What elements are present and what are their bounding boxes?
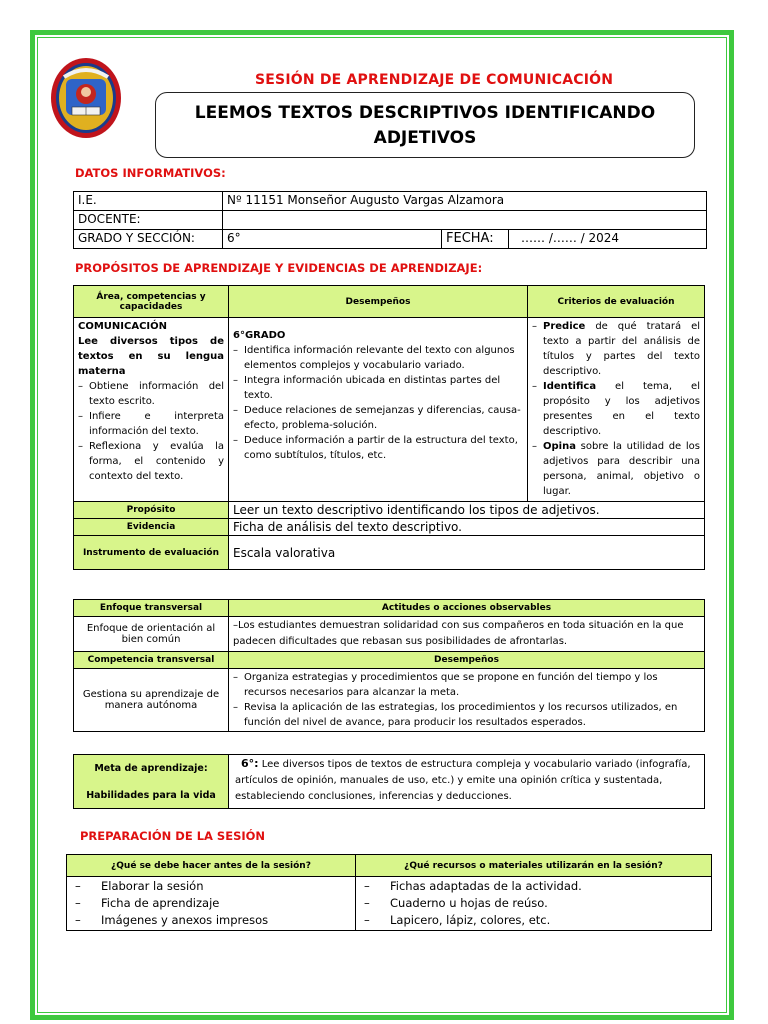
antes-header: ¿Qué se debe hacer antes de la sesión? — [67, 855, 356, 877]
evidencia-label: Evidencia — [74, 519, 229, 536]
school-crest-logo — [50, 57, 122, 139]
competencia-transversal-header: Competencia transversal — [74, 652, 229, 669]
criterio-verb: Predice — [543, 321, 586, 332]
col-desempenos-header: Desempeños — [229, 286, 528, 318]
actitudes-header: Actitudes o acciones observables — [229, 600, 705, 617]
criterio-verb: Opina — [543, 441, 576, 452]
grado-label-cell: 6°GRADO — [233, 330, 286, 341]
antes-cell — [67, 877, 356, 931]
antes-item: – Ficha de aprendizaje — [75, 896, 220, 910]
capacidades-list — [78, 379, 224, 484]
lesson-title-line2: ADJETIVOS — [373, 128, 477, 148]
col-criterios-header: Criterios de evaluación — [528, 286, 705, 318]
grado-value: 6° — [223, 230, 442, 249]
recurso-item: – Fichas adaptadas de la actividad. — [364, 879, 582, 893]
instrumento-value: Escala valorativa — [229, 536, 705, 570]
propositos-table — [73, 285, 705, 570]
criterios-list — [532, 319, 700, 499]
propositos-heading: PROPÓSITOS DE APRENDIZAJE Y EVIDENCIAS DE APRENDIZAJE: — [75, 261, 483, 275]
instrumento-label: Instrumento de evaluación — [74, 536, 229, 570]
desempeno-item: – Deduce información a partir de la estructura del texto, como subtítulos, títulos, etc. — [233, 433, 523, 463]
criterio-item — [532, 319, 700, 379]
desempenos-transversal-header: Desempeños — [229, 652, 705, 669]
area-name: COMUNICACIÓN — [78, 321, 168, 332]
meta-labels — [74, 755, 229, 809]
meta-label: Meta de aprendizaje: — [94, 762, 208, 774]
criterios-cell — [528, 318, 705, 502]
competencia-transversal-name: Gestiona su aprendizaje de manera autónoma — [74, 669, 229, 732]
proposito-label: Propósito — [74, 502, 229, 519]
meta-table — [73, 754, 705, 809]
desempenos-cell — [229, 318, 528, 502]
capacidad-item: – Reflexiona y evalúa la forma, el contenido y contexto del texto. — [78, 439, 224, 484]
recursos-cell — [356, 877, 712, 931]
datos-table — [73, 191, 707, 249]
desempeno-transversal-item: – Revisa la aplicación de las estrategias, los procedimientos y los recursos utilizados, en función del nivel de avance, para producir los resultados esperados. — [233, 700, 700, 730]
enfoque-name: Enfoque de orientación al bien común — [74, 617, 229, 652]
capacidad-item: – Infiere e interpreta información del texto. — [78, 409, 224, 439]
recursos-header: ¿Qué recursos o materiales utilizarán en la sesión? — [356, 855, 712, 877]
docente-label: DOCENTE: — [74, 211, 223, 230]
recurso-item: – Cuaderno u hojas de reúso. — [364, 896, 548, 910]
competencia-text: Lee diversos tipos de textos en su lengua materna — [78, 336, 224, 377]
area-cell — [74, 318, 229, 502]
datos-heading: DATOS INFORMATIVOS: — [75, 166, 226, 180]
fecha-value: …… /…… / 2024 — [509, 230, 707, 249]
desempenos-transversal-list — [233, 670, 700, 730]
preparacion-table — [66, 854, 712, 931]
desempeno-transversal-item: – Organiza estrategias y procedimientos que se propone en función del tiempo y los recursos necesarios para alcanzar la meta. — [233, 670, 700, 700]
lesson-title-line1: LEEMOS TEXTOS DESCRIPTIVOS IDENTIFICANDO — [194, 103, 656, 123]
desempeno-item: – Deduce relaciones de semejanzas y diferencias, causa-efecto, problema-solución. — [233, 403, 523, 433]
actitud-text: –Los estudiantes demuestran solidaridad con sus compañeros en toda situación en la que padecen dificultades que rebasan sus posibilidades de afrontarlas. — [229, 617, 705, 652]
meta-text-cell — [229, 755, 705, 809]
criterio-verb: Identifica — [543, 381, 597, 392]
desempenos-list — [233, 343, 523, 463]
criterio-text: sobre la utilidad de los adjetivos para describir una persona, animal, objetivo o lugar. — [543, 441, 700, 497]
antes-item: – Imágenes y anexos impresos — [75, 913, 269, 927]
criterio-text: de qué tratará el texto a partir del análisis de títulos y partes del texto descriptivo. — [543, 321, 700, 377]
criterio-item — [532, 379, 700, 439]
desempenos-transversal-cell — [229, 669, 705, 732]
ie-label: I.E. — [74, 192, 223, 211]
fecha-label: FECHA: — [442, 230, 509, 249]
evidencia-value: Ficha de análisis del texto descriptivo. — [229, 519, 705, 536]
grado-label: GRADO Y SECCIÓN: — [74, 230, 223, 249]
criterio-text: el tema, el propósito y los adjetivos presentes en el texto descriptivo. — [543, 381, 700, 437]
recurso-item: – Lapicero, lápiz, colores, etc. — [364, 913, 551, 927]
docente-value — [223, 211, 707, 230]
habilidades-label: Habilidades para la vida — [86, 789, 216, 801]
session-title: SESIÓN DE APRENDIZAJE DE COMUNICACIÓN — [255, 72, 614, 88]
meta-grade: 6°: — [241, 757, 259, 770]
preparacion-heading: PREPARACIÓN DE LA SESIÓN — [80, 829, 266, 843]
enfoque-table — [73, 599, 705, 732]
proposito-value: Leer un texto descriptivo identificando los tipos de adjetivos. — [229, 502, 705, 519]
desempeno-item: – Integra información ubicada en distintas partes del texto. — [233, 373, 523, 403]
lesson-title-box — [155, 92, 695, 158]
antes-item: – Elaborar la sesión — [75, 879, 204, 893]
desempeno-item: – Identifica información relevante del texto con algunos elementos complejos y vocabulario variado. — [233, 343, 523, 373]
meta-text: Lee diversos tipos de textos de estructura compleja y vocabulario variado (infografía, artículos de opinión, manuales de uso, etc.) y emite una opinión crítica y sustentada, estableciendo conclusiones, inferencias y deducciones. — [235, 759, 691, 802]
criterio-item — [532, 439, 700, 499]
col-area-header: Área, competencias y capacidades — [74, 286, 229, 318]
enfoque-header: Enfoque transversal — [74, 600, 229, 617]
ie-value: Nº 11151 Monseñor Augusto Vargas Alzamora — [223, 192, 707, 211]
capacidad-item: – Obtiene información del texto escrito. — [78, 379, 224, 409]
